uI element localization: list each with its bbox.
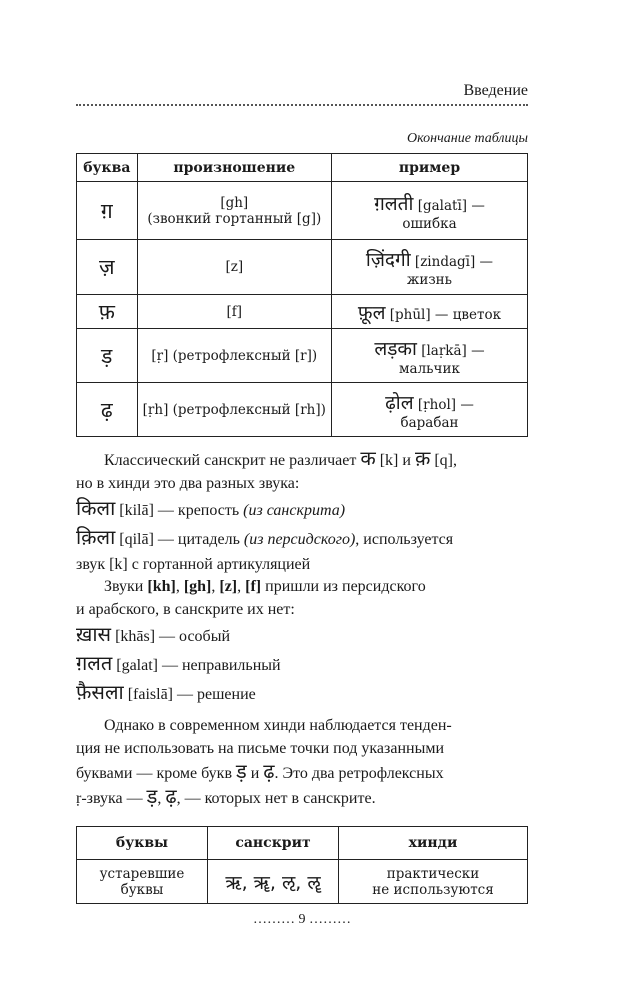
- example-hindi: ख़ास: [76, 622, 112, 646]
- example-line: किला [kilā] — крепость (из санскрита): [76, 496, 346, 520]
- example-hindi: ज़िंदगी: [365, 249, 411, 271]
- table-caption: Окончание таблицы: [407, 131, 528, 146]
- example-cell: [331, 240, 527, 295]
- paragraph-sanskrit-k-q: [76, 447, 528, 576]
- example-translit: [galatī] —: [413, 197, 485, 214]
- example-cell: [331, 329, 527, 383]
- table-row: [77, 329, 528, 383]
- header-divider: [76, 104, 528, 106]
- letter-cell: ग़: [77, 182, 138, 240]
- letter-cell: ज़: [77, 240, 138, 295]
- paragraph-line: Звуки [kh], [gh], [z], [f] пришли из персидского: [104, 578, 426, 595]
- obsolete-letters-table: [76, 826, 528, 904]
- hindi-letter-k: क: [360, 446, 376, 470]
- hindi-letter-q: क़: [414, 446, 431, 470]
- example-hindi: ग़लती: [374, 192, 414, 215]
- pronunciation-cell: [f]: [137, 295, 331, 329]
- column-header-hindi: хинди: [339, 827, 528, 860]
- letter-cell: फ़: [77, 295, 138, 329]
- table-row: [77, 240, 528, 295]
- example-hindi: ग़लत: [76, 651, 113, 675]
- example-translit: [phūl] — цветок: [385, 306, 502, 323]
- example-hindi: किला: [76, 496, 116, 520]
- pronunciation-text: [gh]: [220, 194, 249, 211]
- example-translation: мальчик: [399, 360, 460, 377]
- example-translation: жизнь: [406, 272, 453, 288]
- example-hindi: ढ़ोल: [385, 391, 414, 414]
- table-row: [77, 295, 528, 329]
- table-row: [77, 182, 528, 240]
- pronunciation-cell: [ṛ] (ретрофлексный [r]): [137, 329, 331, 383]
- example-cell: [331, 383, 527, 437]
- pronunciation-cell: [137, 182, 331, 240]
- example-hindi: क़िला: [76, 525, 116, 549]
- example-line: फ़ैसला [faislā] — решение: [76, 680, 256, 704]
- example-translation: барабан: [400, 414, 459, 431]
- hindi-cell: практически не используются: [339, 860, 528, 904]
- column-header-pronunciation: произношение: [137, 154, 331, 182]
- example-hindi: फ़ैसला: [76, 680, 124, 704]
- table-header-row: [77, 827, 528, 860]
- paragraph-line: Однако в современном хинди наблюдается тенден-: [104, 717, 452, 734]
- sanskrit-cell: ऋ, ॠ, ऌ, ॡ: [208, 860, 339, 904]
- paragraph-line: звук [k] с гортанной артикуляцией: [76, 556, 311, 573]
- paragraph-line: Классический санскрит не различает क [k] и क़ [q],: [104, 446, 457, 470]
- section-title: Введение: [463, 82, 528, 99]
- column-header-letters: буквы: [77, 827, 208, 860]
- example-translit: [laṛkā] —: [416, 342, 485, 359]
- paragraph-line: ция не использовать на письме точки под указанными: [76, 740, 445, 757]
- paragraph-line: ṛ-звука — ड़, ढ़, — которых нет в санскрите.: [76, 784, 376, 808]
- example-translation: ошибка: [402, 215, 457, 232]
- column-header-sanskrit: санскрит: [208, 827, 339, 860]
- example-line: ग़लत [galat] — неправильный: [76, 651, 281, 675]
- paragraph-line: буквами — кроме букв ड़ и ढ़. Это два ретрофлексных: [76, 759, 444, 783]
- paragraph-line: и арабского, в санскрите их нет:: [76, 601, 295, 618]
- example-cell: [331, 295, 527, 329]
- letters-table: [76, 153, 528, 437]
- paragraph-modern-hindi: [76, 714, 528, 810]
- table-row: [77, 860, 528, 904]
- pronunciation-cell: [z]: [137, 240, 331, 295]
- example-cell: [331, 182, 527, 240]
- example-translit: [ṛhol] —: [413, 396, 474, 413]
- example-line: क़िला [qilā] — цитадель (из персидского), используется: [76, 525, 454, 549]
- example-translit: [zindagī] —: [410, 254, 494, 270]
- pronunciation-note: (звонкий гортанный [g]): [147, 210, 322, 227]
- example-hindi: फ़ूल: [357, 301, 386, 324]
- example-hindi: लड़का: [374, 337, 417, 360]
- paragraph-persian-sounds: [76, 575, 528, 708]
- letter-cell: ड़: [77, 329, 138, 383]
- pronunciation-cell: [ṛh] (ретрофлексный [rh]): [137, 383, 331, 437]
- table-header-row: [77, 154, 528, 182]
- letter-cell: ढ़: [77, 383, 138, 437]
- paragraph-line: но в хинди это два разных звука:: [76, 475, 300, 492]
- letters-cell: устаревшие буквы: [77, 860, 208, 904]
- column-header-letter: буква: [77, 154, 138, 182]
- example-line: ख़ास [khās] — особый: [76, 622, 230, 646]
- column-header-example: пример: [331, 154, 527, 182]
- table-row: [77, 383, 528, 437]
- page-number: ……… 9 ………: [253, 912, 351, 927]
